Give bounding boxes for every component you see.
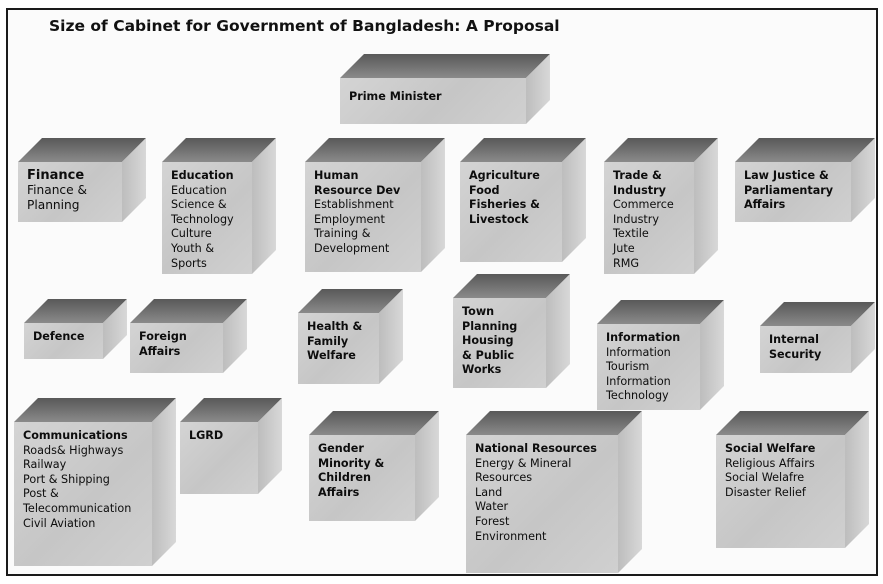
box-item: Training & <box>314 227 371 241</box>
box-item: Port & Shipping <box>23 472 110 486</box>
box-item: Energy & Mineral <box>475 456 572 470</box>
box-item: Industry <box>613 212 660 226</box>
box-front-face <box>453 298 546 388</box>
box-top-face <box>305 138 445 162</box>
box-title-line: Foreign <box>139 330 187 343</box>
box-item: Technology <box>606 389 669 403</box>
box-front-face <box>466 435 618 573</box>
cabinet-box-defence <box>24 299 127 359</box>
box-title-line: Trade & <box>613 169 662 182</box>
box-title-line: Security <box>769 347 822 361</box>
box-front-face <box>597 324 700 410</box>
box-title-line: Affairs <box>744 198 786 212</box>
box-top-face <box>735 138 875 162</box>
box-title-line: Town <box>462 305 495 318</box>
box-front-face <box>14 422 152 566</box>
cabinet-box-lgrd <box>180 398 282 494</box>
box-title-line: Health & <box>307 320 363 333</box>
box-item: Land <box>475 485 503 499</box>
box-front-face <box>130 323 223 373</box>
box-title-line: Planning <box>462 319 518 333</box>
box-title-line: Welfare <box>307 349 356 363</box>
box-item: Information <box>606 345 671 359</box>
box-title-line: Industry <box>613 183 666 197</box>
box-item: Textile <box>613 227 649 241</box>
box-top-face <box>340 54 550 78</box>
box-title-line: Agriculture <box>469 169 540 182</box>
box-side-face <box>845 411 869 548</box>
box-title-line: Food <box>469 183 500 197</box>
diagram-title: Size of Cabinet for Government of Bangladesh: A Proposal <box>49 17 560 35</box>
box-side-face <box>618 411 642 573</box>
box-title-line: Affairs <box>318 485 360 499</box>
cabinet-box-social-welfare <box>716 411 869 548</box>
cabinet-box-foreign-affairs <box>130 299 247 373</box>
cabinet-box-prime-minister <box>340 54 550 124</box>
box-title-line: Law Justice & <box>744 169 829 182</box>
cabinet-box-internal-security <box>760 302 875 373</box>
cabinet-box-law-justice <box>735 138 875 222</box>
box-item: Disaster Relief <box>725 485 806 499</box>
box-title-line: LGRD <box>189 429 224 442</box>
box-item: Youth & <box>171 241 215 255</box>
box-item: Science & <box>171 198 227 212</box>
box-top-face <box>14 398 176 422</box>
box-title-line: Minority & <box>318 456 385 470</box>
box-item: Planning <box>27 198 80 212</box>
box-title-line: Human <box>314 169 359 182</box>
box-item: Environment <box>475 529 547 543</box>
cabinet-box-finance <box>18 138 146 222</box>
box-item: Social Welafre <box>725 471 805 485</box>
box-title-line: National Resources <box>475 442 597 455</box>
box-item: Information <box>606 374 671 388</box>
box-title-line: Prime Minister <box>349 90 442 103</box>
box-top-face <box>466 411 642 435</box>
cabinet-box-education <box>162 138 276 274</box>
box-item: Technology <box>171 212 234 226</box>
cabinet-box-agriculture <box>460 138 586 262</box>
box-front-face <box>340 78 526 124</box>
box-item: Water <box>475 500 509 514</box>
box-title-line: & Public <box>462 348 515 362</box>
cabinet-box-information <box>597 300 724 410</box>
box-item: Culture <box>171 227 212 241</box>
box-title-line: Parliamentary <box>744 183 834 197</box>
cabinet-box-human-resource-dev <box>305 138 445 272</box>
box-front-face <box>735 162 851 222</box>
box-item: Sports <box>171 256 207 270</box>
box-item: Post & <box>23 487 59 501</box>
box-front-face <box>460 162 562 262</box>
box-front-face <box>18 162 122 222</box>
box-item: Forest <box>475 514 510 528</box>
box-title-line: Children <box>318 471 371 485</box>
box-title-line: Social Welfare <box>725 442 816 455</box>
box-item: Railway <box>23 458 67 472</box>
box-side-face <box>152 398 176 566</box>
box-front-face <box>180 422 258 494</box>
box-item: Finance & <box>27 183 88 197</box>
cabinet-box-town-planning <box>453 274 570 388</box>
box-item: Development <box>314 241 390 255</box>
box-title-line: Housing <box>462 334 514 348</box>
box-item: Resources <box>475 471 533 485</box>
box-title-line: Works <box>462 363 502 377</box>
box-title-line: Communications <box>23 429 128 442</box>
box-item: Education <box>171 183 227 197</box>
box-title-line: Internal <box>769 333 819 346</box>
box-title-line: Affairs <box>139 344 181 358</box>
box-item: Jute <box>613 241 635 255</box>
box-front-face <box>760 326 851 373</box>
box-title-line: Gender <box>318 442 364 455</box>
box-item: Tourism <box>606 360 650 374</box>
box-title-line: Education <box>171 169 234 182</box>
box-title-line: Resource Dev <box>314 183 401 197</box>
box-title-line: Information <box>606 331 681 344</box>
box-front-face <box>305 162 421 272</box>
box-front-face <box>298 313 379 384</box>
box-item: RMG <box>613 256 640 270</box>
box-side-face <box>252 138 276 274</box>
box-top-face <box>716 411 869 435</box>
box-front-face <box>24 323 103 359</box>
box-title-line: Defence <box>33 330 85 343</box>
box-item: Employment <box>314 212 385 226</box>
box-title-line: Finance <box>27 168 85 183</box>
box-item: Commerce <box>613 198 674 212</box>
box-item: Telecommunication <box>23 501 132 515</box>
box-title-line: Family <box>307 334 349 348</box>
box-item: Civil Aviation <box>23 516 96 530</box>
box-front-face <box>162 162 252 274</box>
cabinet-box-communications <box>14 398 176 566</box>
box-item: Roads& Highways <box>23 443 124 457</box>
box-title-line: Fisheries & <box>469 198 540 212</box>
box-front-face <box>716 435 845 548</box>
box-item: Establishment <box>314 198 394 212</box>
cabinet-box-health-family-welfare <box>298 289 403 384</box>
cabinet-box-gender-minority <box>309 411 439 521</box>
box-item: Religious Affairs <box>725 456 815 470</box>
cabinet-box-trade-industry <box>604 138 718 274</box>
box-front-face <box>604 162 694 274</box>
cabinet-box-national-resources <box>466 411 642 573</box>
box-front-face <box>309 435 415 521</box>
box-title-line: Livestock <box>469 212 529 226</box>
